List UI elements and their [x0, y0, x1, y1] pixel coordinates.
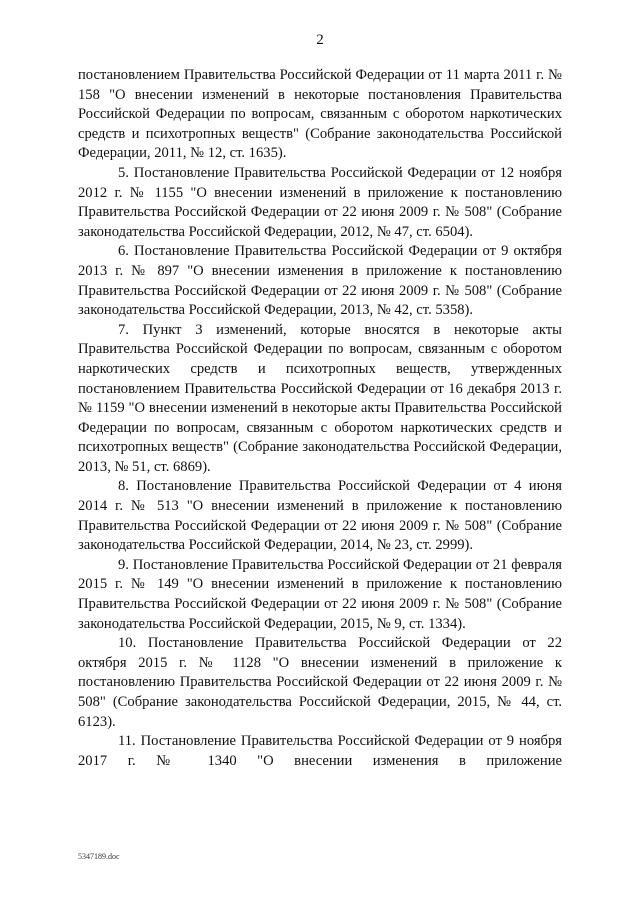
paragraph-item-9: 9. Постановление Правительства Российской Федерации от 21 февраля 2015 г. № 149 "О внесении изменений в приложение к постановлению Правительства Российской Федерации от 22 июня 2009 г. № 508" (Собрание законодательства Российской Федерации, 2015, № 9, ст. 1334). [78, 556, 562, 632]
paragraph-continuation: постановлением Правительства Российской Федерации от 11 марта 2011 г. № 158 "О внесении изменений в некоторые постановления Правительства Российской Федерации по вопросам, связанным с оборотом наркотических средств и психотропных веществ" (Собрание законодательства Российской Федерации, 2011, № 12, ст. 1635). [78, 67, 562, 162]
paragraph-item-5: 5. Постановление Правительства Российской Федерации от 12 ноября 2012 г. № 1155 "О внесении изменений в приложение к постановлению Правительства Российской Федерации от 22 июня 2009 г. № 508" (Собрание законодательства Российской Федерации, 2012, № 47, ст. 6504). [78, 164, 562, 240]
footer-document-code: 5347189.doc [78, 852, 120, 861]
page-number: 2 [316, 32, 324, 48]
paragraph-item-10: 10. Постановление Правительства Российской Федерации от 22 октября 2015 г. № 1128 "О внесении изменений в приложение к постановлению Правительства Российской Федерации от 22 июня 2009 г. № 508" (Собрание законодательства Российской Федерации, 2015, № 44, ст. 6123). [78, 635, 562, 730]
paragraph-item-6: 6. Постановление Правительства Российской Федерации от 9 октября 2013 г. № 897 "О внесении изменения в приложение к постановлению Правительства Российской Федерации от 22 июня 2009 г. № 508" (Собрание законодательства Российской Федерации, 2013, № 42, ст. 5358). [78, 243, 562, 319]
paragraph-item-8: 8. Постановление Правительства Российской Федерации от 4 июня 2014 г. № 513 "О внесении изменений в приложение к постановлению Правительства Российской Федерации от 22 июня 2009 г. № 508" (Собрание законодательства Российской Федерации, 2014, № 23, ст. 2999). [78, 478, 562, 554]
document-body [78, 66, 562, 771]
paragraph-item-7: 7. Пункт 3 изменений, которые вносятся в некоторые акты Правительства Российской Федерации по вопросам, связанным с оборотом наркотических средств и психотропных веществ, утвержденных постановлением Правительства Российской Федерации от 16 декабря 2013 г. № 1159 "О внесении изменений в некоторые акты Правительства Российской Федерации по вопросам, связанным с оборотом наркотических средств и психотропных веществ" (Собрание законодательства Российской Федерации, 2013, № 51, ст. 6869). [78, 321, 562, 475]
paragraph-item-11: 11. Постановление Правительства Российской Федерации от 9 ноября 2017 г. № 1340 "О внесении изменения в приложение [78, 733, 562, 769]
